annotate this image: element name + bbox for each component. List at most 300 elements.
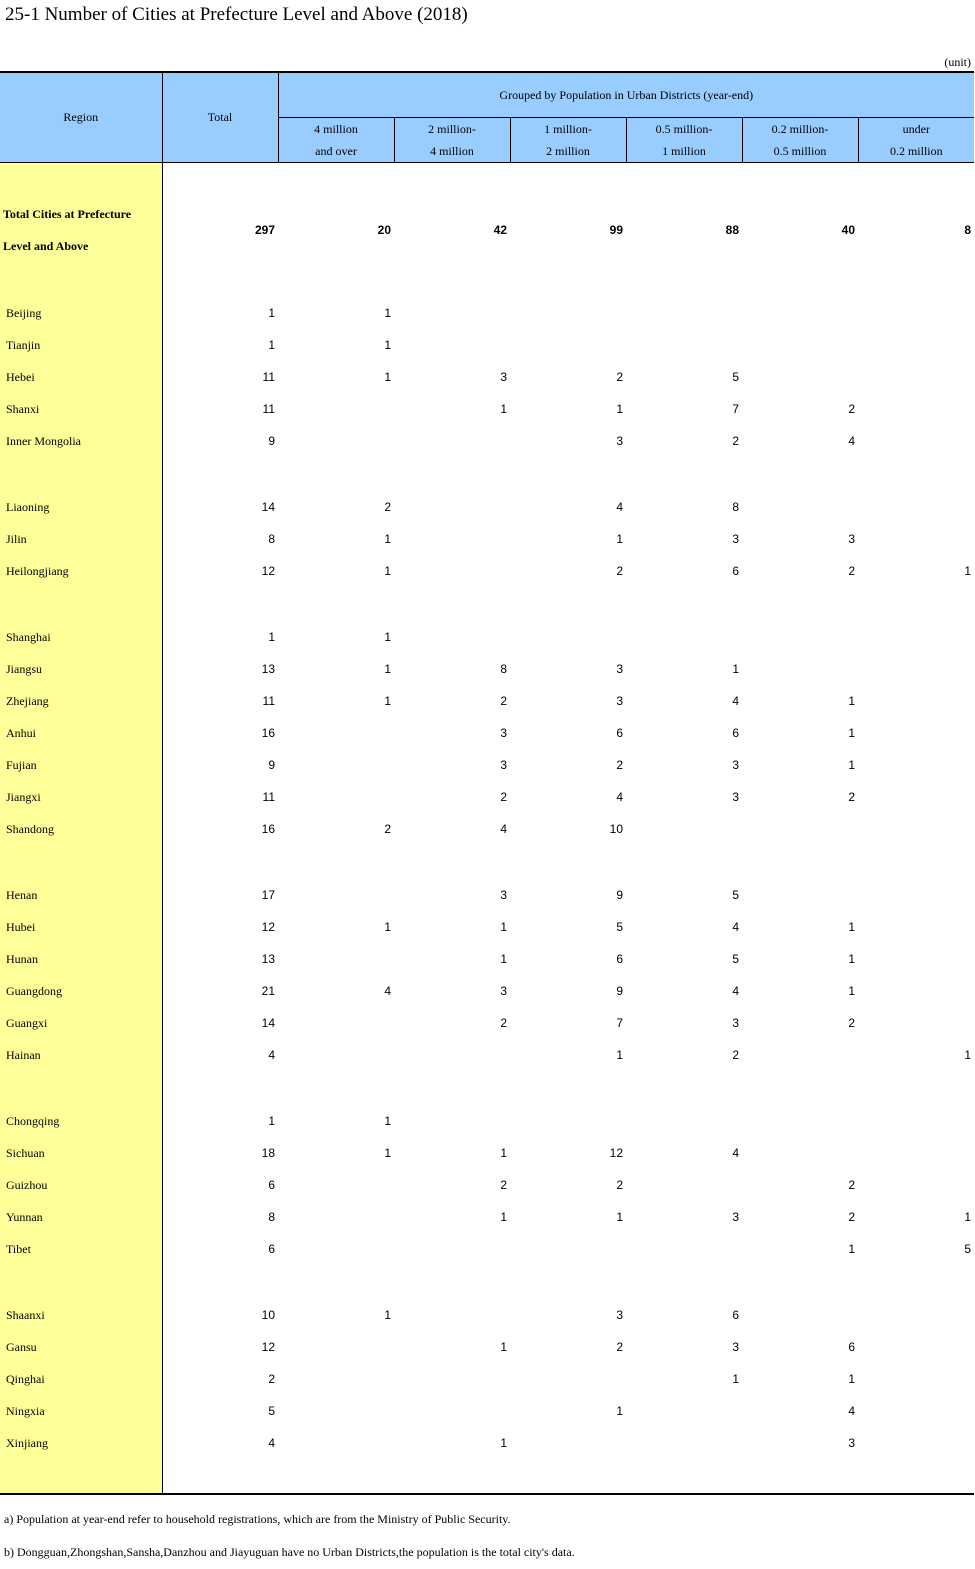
row-value: 1 <box>964 564 972 578</box>
table-row <box>0 717 974 749</box>
row-value: 3 <box>616 1308 623 1322</box>
row-value: 1 <box>732 662 739 676</box>
row-value <box>626 813 742 845</box>
row-value: 4 <box>732 984 739 998</box>
band-header: 1 million- 2 million <box>510 118 626 163</box>
row-value: 1 <box>616 402 623 416</box>
row-value: 4 <box>500 822 507 836</box>
row-value: 2 <box>500 1178 507 1192</box>
table-row <box>0 329 974 361</box>
row-value: 4 <box>848 1404 855 1418</box>
row-value <box>394 1363 510 1395</box>
summary-value: 8 <box>964 223 972 237</box>
row-value <box>626 1395 742 1427</box>
band-header: 0.2 million- 0.5 million <box>742 118 858 163</box>
row-value <box>278 1395 394 1427</box>
row-value <box>858 943 974 975</box>
row-value <box>858 717 974 749</box>
population-group-header: Grouped by Population in Urban Districts (year-end) <box>278 72 974 118</box>
row-value <box>394 329 510 361</box>
row-total: 8 <box>268 1210 275 1224</box>
row-value: 1 <box>848 952 855 966</box>
row-value <box>278 425 394 457</box>
row-total: 9 <box>268 758 275 772</box>
table-row <box>0 491 974 523</box>
row-value <box>394 297 510 329</box>
row-total: 11 <box>262 790 275 804</box>
region-header: Region <box>0 72 162 163</box>
table-body <box>0 163 974 1495</box>
row-value <box>510 1233 626 1265</box>
table-row <box>0 297 974 329</box>
row-value: 1 <box>500 1436 507 1450</box>
row-value: 3 <box>732 758 739 772</box>
row-total: 1 <box>268 338 275 352</box>
row-value <box>626 1233 742 1265</box>
row-value: 3 <box>732 790 739 804</box>
row-value: 1 <box>616 1048 623 1062</box>
band-header: 2 million- 4 million <box>394 118 510 163</box>
table-row <box>0 1105 974 1137</box>
table-row <box>0 813 974 845</box>
row-value: 1 <box>500 1340 507 1354</box>
table-row <box>0 1137 974 1169</box>
region-name: Jiangxi <box>0 781 162 813</box>
table-row <box>0 555 974 587</box>
region-name: Shanghai <box>0 621 162 653</box>
region-name: Jilin <box>0 523 162 555</box>
row-value <box>742 1299 858 1331</box>
row-value: 1 <box>500 920 507 934</box>
summary-row <box>0 197 974 263</box>
table-row <box>0 1363 974 1395</box>
region-name: Tibet <box>0 1233 162 1265</box>
row-total: 10 <box>261 1308 275 1322</box>
row-value <box>858 781 974 813</box>
row-value: 2 <box>384 500 391 514</box>
row-total: 6 <box>268 1242 275 1256</box>
row-value: 2 <box>848 790 855 804</box>
row-value: 3 <box>500 726 507 740</box>
band-header: 0.5 million- 1 million <box>626 118 742 163</box>
region-name: Jiangsu <box>0 653 162 685</box>
row-value: 4 <box>384 984 391 998</box>
row-value <box>858 685 974 717</box>
row-value: 7 <box>732 402 739 416</box>
table-header <box>0 72 974 163</box>
row-value: 1 <box>384 1114 391 1128</box>
row-value: 1 <box>500 1210 507 1224</box>
row-value: 1 <box>848 1372 855 1386</box>
row-value: 5 <box>732 370 739 384</box>
row-value: 3 <box>500 758 507 772</box>
table-row <box>0 1169 974 1201</box>
row-value: 5 <box>732 888 739 902</box>
row-value: 3 <box>732 532 739 546</box>
row-value <box>742 491 858 523</box>
cities-table <box>0 71 974 1495</box>
table-row <box>0 1233 974 1265</box>
row-value: 2 <box>848 1210 855 1224</box>
table-row <box>0 911 974 943</box>
row-value: 5 <box>616 920 623 934</box>
row-value: 3 <box>732 1340 739 1354</box>
row-total: 1 <box>268 306 275 320</box>
row-total: 12 <box>261 564 275 578</box>
region-name: Sichuan <box>0 1137 162 1169</box>
row-value <box>510 297 626 329</box>
row-value: 2 <box>616 1340 623 1354</box>
row-value <box>278 1363 394 1395</box>
summary-label: Total Cities at Prefecture Level and Above <box>0 197 162 263</box>
row-value: 1 <box>848 694 855 708</box>
row-total: 11 <box>262 694 275 708</box>
row-value <box>858 653 974 685</box>
row-value: 1 <box>500 952 507 966</box>
row-value: 2 <box>848 1178 855 1192</box>
region-name: Shanxi <box>0 393 162 425</box>
row-value: 1 <box>848 1242 855 1256</box>
row-value: 3 <box>732 1210 739 1224</box>
row-total: 13 <box>261 952 275 966</box>
row-value: 3 <box>848 1436 855 1450</box>
row-value: 1 <box>384 370 391 384</box>
row-value <box>626 1105 742 1137</box>
row-value <box>858 1137 974 1169</box>
row-value: 2 <box>732 434 739 448</box>
row-value <box>394 425 510 457</box>
row-total: 4 <box>268 1436 275 1450</box>
row-value: 1 <box>384 338 391 352</box>
row-value <box>510 1427 626 1459</box>
region-name: Guizhou <box>0 1169 162 1201</box>
row-value: 1 <box>964 1048 972 1062</box>
table-row <box>0 1331 974 1363</box>
row-value <box>278 943 394 975</box>
row-value: 1 <box>848 726 855 740</box>
row-value: 6 <box>732 564 739 578</box>
row-value: 3 <box>616 662 623 676</box>
row-value <box>278 781 394 813</box>
row-value <box>626 329 742 361</box>
footnote-b: b) Dongguan,Zhongshan,Sansha,Danzhou and Jiayuguan have no Urban Districts,the population is the total city's data. <box>4 1545 575 1559</box>
row-value <box>742 879 858 911</box>
row-value <box>278 749 394 781</box>
row-value <box>278 1233 394 1265</box>
row-total: 21 <box>261 984 275 998</box>
row-total: 1 <box>268 630 275 644</box>
row-value <box>858 1427 974 1459</box>
row-value <box>858 297 974 329</box>
row-value: 1 <box>848 920 855 934</box>
row-value: 2 <box>500 790 507 804</box>
row-value: 12 <box>609 1146 623 1160</box>
row-value: 9 <box>616 984 623 998</box>
row-value <box>858 1363 974 1395</box>
row-total: 6 <box>268 1178 275 1192</box>
row-value <box>742 1105 858 1137</box>
region-name: Zhejiang <box>0 685 162 717</box>
row-value <box>858 1395 974 1427</box>
row-value: 1 <box>384 630 391 644</box>
region-name: Henan <box>0 879 162 911</box>
row-value <box>742 1137 858 1169</box>
row-value <box>626 1427 742 1459</box>
total-header: Total <box>162 72 278 163</box>
row-value <box>742 813 858 845</box>
row-value <box>394 1299 510 1331</box>
row-value <box>742 297 858 329</box>
row-value: 3 <box>616 694 623 708</box>
row-value <box>394 1395 510 1427</box>
row-value: 3 <box>732 1016 739 1030</box>
table-row <box>0 975 974 1007</box>
row-value <box>626 1169 742 1201</box>
row-total: 11 <box>262 370 275 384</box>
row-value: 2 <box>848 402 855 416</box>
row-value <box>742 621 858 653</box>
region-name: Guangxi <box>0 1007 162 1039</box>
row-total: 11 <box>262 402 275 416</box>
row-value: 9 <box>616 888 623 902</box>
row-value <box>742 329 858 361</box>
row-value <box>858 813 974 845</box>
row-value <box>742 361 858 393</box>
table-row <box>0 749 974 781</box>
region-name: Guangdong <box>0 975 162 1007</box>
table-row <box>0 1201 974 1233</box>
row-total: 12 <box>261 920 275 934</box>
table-row <box>0 1007 974 1039</box>
row-value <box>858 1299 974 1331</box>
row-value: 1 <box>964 1210 972 1224</box>
table-row <box>0 943 974 975</box>
row-value <box>858 1105 974 1137</box>
band-header: under 0.2 million <box>858 118 974 163</box>
row-value <box>858 1169 974 1201</box>
row-value: 1 <box>384 306 391 320</box>
row-value: 10 <box>609 822 623 836</box>
row-value: 3 <box>616 434 623 448</box>
region-name: Shandong <box>0 813 162 845</box>
row-value <box>510 1105 626 1137</box>
row-value: 7 <box>616 1016 623 1030</box>
row-value: 1 <box>500 402 507 416</box>
row-value <box>278 1331 394 1363</box>
row-value <box>394 491 510 523</box>
row-total: 2 <box>268 1372 275 1386</box>
row-value: 1 <box>384 920 391 934</box>
row-value <box>278 1007 394 1039</box>
row-value: 2 <box>500 694 507 708</box>
region-name: Tianjin <box>0 329 162 361</box>
row-value <box>858 1331 974 1363</box>
table-row <box>0 781 974 813</box>
table-row <box>0 1395 974 1427</box>
row-value: 4 <box>732 1146 739 1160</box>
row-total: 9 <box>268 434 275 448</box>
row-value <box>626 297 742 329</box>
row-value: 1 <box>384 1308 391 1322</box>
region-name: Liaoning <box>0 491 162 523</box>
table-row <box>0 1039 974 1071</box>
row-value: 1 <box>384 532 391 546</box>
summary-value: 42 <box>493 223 507 237</box>
row-value: 2 <box>848 1016 855 1030</box>
row-value: 6 <box>616 952 623 966</box>
row-value <box>510 1363 626 1395</box>
row-value: 2 <box>732 1048 739 1062</box>
row-value <box>278 1427 394 1459</box>
row-value: 1 <box>848 984 855 998</box>
table-row <box>0 879 974 911</box>
row-value: 2 <box>616 758 623 772</box>
row-value: 3 <box>500 370 507 384</box>
row-value <box>510 329 626 361</box>
row-value: 2 <box>616 370 623 384</box>
row-value <box>394 1039 510 1071</box>
row-value: 2 <box>616 564 623 578</box>
region-name: Hunan <box>0 943 162 975</box>
row-total: 16 <box>261 726 275 740</box>
row-value: 2 <box>500 1016 507 1030</box>
row-value <box>278 393 394 425</box>
row-total: 16 <box>261 822 275 836</box>
footnote-a: a) Population at year-end refer to household registrations, which are from the Ministry of Public Security. <box>4 1512 511 1526</box>
region-name: Heilongjiang <box>0 555 162 587</box>
row-value: 4 <box>616 790 623 804</box>
row-value: 1 <box>384 694 391 708</box>
summary-value: 99 <box>609 223 623 237</box>
row-value: 1 <box>616 1404 623 1418</box>
region-name: Ningxia <box>0 1395 162 1427</box>
table-row <box>0 1299 974 1331</box>
row-value <box>858 975 974 1007</box>
row-value <box>394 555 510 587</box>
row-value: 6 <box>732 726 739 740</box>
region-name: Hebei <box>0 361 162 393</box>
row-value <box>858 393 974 425</box>
row-value <box>278 1039 394 1071</box>
row-value: 2 <box>848 564 855 578</box>
row-total: 17 <box>261 888 275 902</box>
row-value <box>394 1233 510 1265</box>
row-value <box>858 329 974 361</box>
table-row <box>0 523 974 555</box>
row-value: 4 <box>732 694 739 708</box>
region-name: Hainan <box>0 1039 162 1071</box>
row-value <box>510 621 626 653</box>
table-row <box>0 685 974 717</box>
row-total: 14 <box>261 500 275 514</box>
row-value: 6 <box>848 1340 855 1354</box>
row-value <box>858 523 974 555</box>
row-value <box>858 911 974 943</box>
page-title: 25-1 Number of Cities at Prefecture Level and Above (2018) <box>5 4 468 25</box>
row-total: 4 <box>268 1048 275 1062</box>
row-value: 2 <box>384 822 391 836</box>
row-value <box>858 361 974 393</box>
row-value <box>858 621 974 653</box>
row-value: 1 <box>500 1146 507 1160</box>
region-name: Qinghai <box>0 1363 162 1395</box>
row-total: 1 <box>268 1114 275 1128</box>
row-value: 6 <box>732 1308 739 1322</box>
row-value <box>278 1201 394 1233</box>
row-value: 3 <box>848 532 855 546</box>
region-name: Anhui <box>0 717 162 749</box>
row-value: 8 <box>732 500 739 514</box>
row-value <box>742 653 858 685</box>
region-name: Yunnan <box>0 1201 162 1233</box>
row-total: 12 <box>261 1340 275 1354</box>
row-total: 8 <box>268 532 275 546</box>
region-name: Hubei <box>0 911 162 943</box>
row-value: 1 <box>384 662 391 676</box>
row-value <box>626 621 742 653</box>
row-value: 3 <box>500 888 507 902</box>
row-value <box>742 1039 858 1071</box>
row-value: 3 <box>500 984 507 998</box>
summary-total: 297 <box>254 223 275 237</box>
row-value <box>858 491 974 523</box>
summary-value: 20 <box>377 223 391 237</box>
table-row <box>0 653 974 685</box>
row-value: 1 <box>384 564 391 578</box>
row-total: 13 <box>261 662 275 676</box>
region-name: Shaanxi <box>0 1299 162 1331</box>
table-row <box>0 393 974 425</box>
row-value <box>858 425 974 457</box>
row-value: 2 <box>616 1178 623 1192</box>
row-value <box>394 1105 510 1137</box>
row-value <box>278 717 394 749</box>
summary-value: 40 <box>841 223 855 237</box>
region-name: Inner Mongolia <box>0 425 162 457</box>
region-name: Chongqing <box>0 1105 162 1137</box>
row-value <box>394 621 510 653</box>
row-value: 5 <box>732 952 739 966</box>
region-name: Gansu <box>0 1331 162 1363</box>
table-row <box>0 425 974 457</box>
row-value <box>278 1169 394 1201</box>
region-name: Xinjiang <box>0 1427 162 1459</box>
table-row <box>0 361 974 393</box>
band-header: 4 million and over <box>278 118 394 163</box>
row-value <box>394 523 510 555</box>
region-name: Beijing <box>0 297 162 329</box>
row-value: 4 <box>732 920 739 934</box>
row-total: 14 <box>261 1016 275 1030</box>
row-value <box>278 879 394 911</box>
row-value: 4 <box>848 434 855 448</box>
row-value <box>858 749 974 781</box>
summary-value: 88 <box>725 223 739 237</box>
row-value: 1 <box>616 532 623 546</box>
row-value: 1 <box>848 758 855 772</box>
row-value: 1 <box>732 1372 739 1386</box>
table-row <box>0 1427 974 1459</box>
row-value: 1 <box>616 1210 623 1224</box>
row-value <box>858 879 974 911</box>
row-total: 18 <box>261 1146 275 1160</box>
unit-label: (unit) <box>944 55 971 69</box>
row-value: 8 <box>500 662 507 676</box>
region-name: Fujian <box>0 749 162 781</box>
row-total: 5 <box>268 1404 275 1418</box>
row-value: 4 <box>616 500 623 514</box>
table-row <box>0 621 974 653</box>
